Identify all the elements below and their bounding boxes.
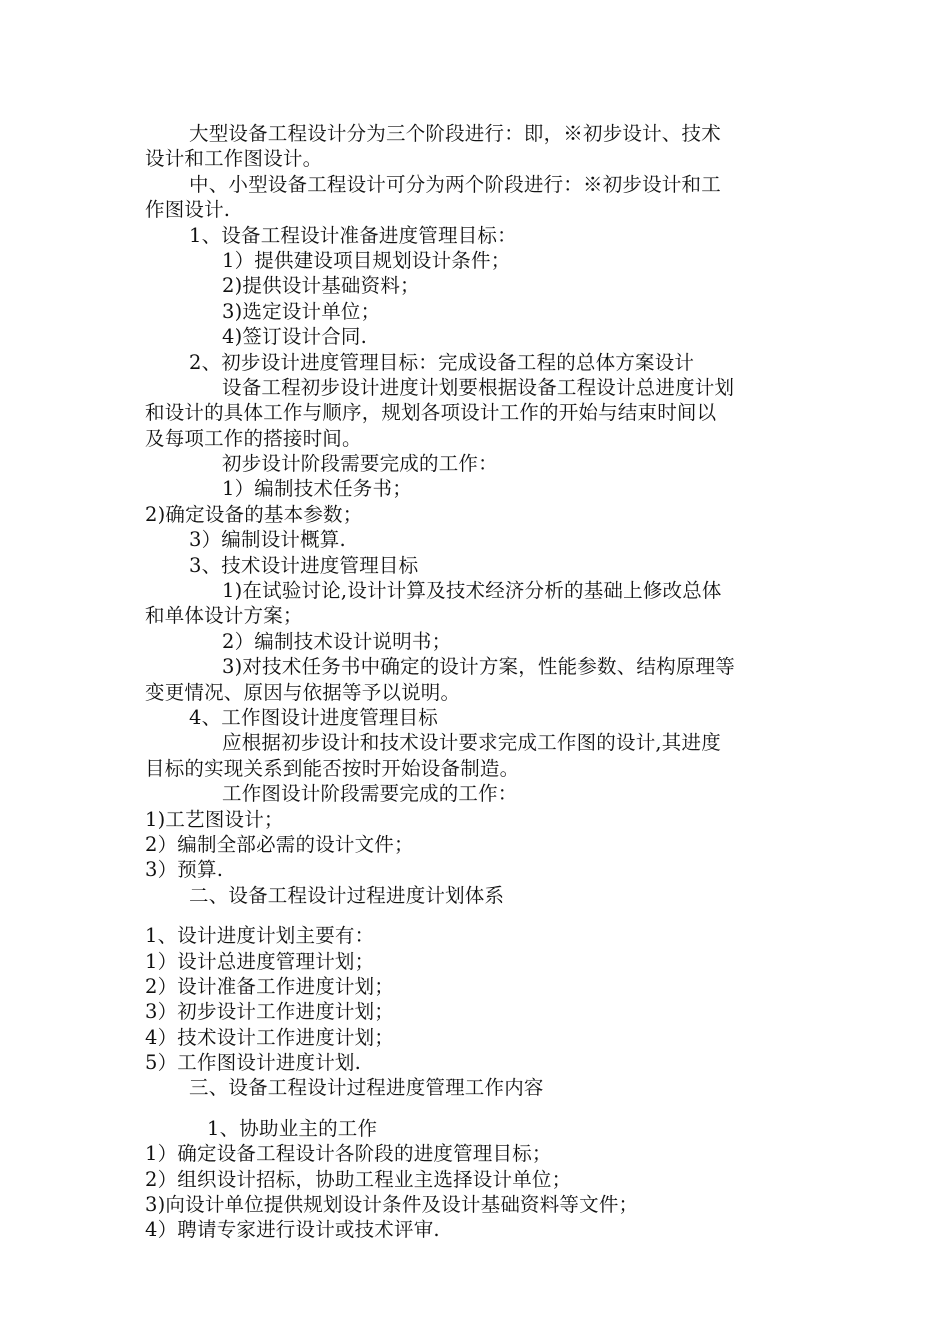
list-item: 2）组织设计招标，协助工程业主选择设计单位； [145,1167,572,1191]
document-body [145,121,810,1243]
list-item: 2)确定设备的基本参数； [145,502,363,526]
paragraph-line: 作图设计. [145,198,231,222]
list-item: 2）编制技术设计说明书； [222,629,452,653]
section-heading: 二、设备工程设计过程进度计划体系 [189,883,505,907]
list-item: 4）技术设计工作进度计划； [145,1025,395,1049]
list-item: 4)签订设计合同. [222,325,368,349]
section-heading: 三、设备工程设计过程进度管理工作内容 [189,1076,544,1100]
list-item: 2）设计准备工作进度计划； [145,974,395,998]
list-item: 1）设计总进度管理计划； [145,949,375,973]
list-item: 3)向设计单位提供规划设计条件及设计基础资料等文件； [145,1193,639,1217]
list-item: 1)在试验讨论,设计计算及技术经济分析的基础上修改总体 [222,579,722,603]
section-heading: 4、工作图设计进度管理目标 [189,705,439,729]
section-heading: 1、协助业主的工作 [207,1116,378,1140]
paragraph-line: 中、小型设备工程设计可分为两个阶段进行：※初步设计和工 [189,172,721,196]
list-item: 3）预算. [145,858,224,882]
paragraph-line: 大型设备工程设计分为三个阶段进行：即，※初步设计、技术 [189,122,721,145]
paragraph-line: 应根据初步设计和技术设计要求完成工作图的设计,其进度 [222,731,721,755]
section-heading: 2、初步设计进度管理目标：完成设备工程的总体方案设计 [189,350,695,374]
section-heading: 1、设计进度计划主要有： [145,924,375,948]
section-heading: 1、设备工程设计准备进度管理目标： [189,223,517,247]
paragraph-line: 工作图设计阶段需要完成的工作： [222,782,518,806]
list-item: 2）编制全部必需的设计文件； [145,832,414,856]
paragraph-line: 及每项工作的搭接时间。 [145,426,362,450]
list-item: 2)提供设计基础资料； [222,274,420,298]
paragraph-line: 目标的实现关系到能否按时开始设备制造。 [145,756,520,780]
section-heading: 3、技术设计进度管理目标 [189,553,419,577]
list-item: 5）工作图设计进度计划. [145,1051,362,1075]
list-item: 1)工艺图设计； [145,807,284,831]
paragraph-line: 变更情况、原因与依据等予以说明。 [145,680,461,704]
paragraph-line: 设备工程初步设计进度计划要根据设备工程设计总进度计划 [222,375,735,399]
list-item: 4）聘请专家进行设计或技术评审. [145,1218,440,1242]
list-item: 3)对技术任务书中确定的设计方案，性能参数、结构原理等 [222,655,735,679]
paragraph-line: 和设计的具体工作与顺序，规划各项设计工作的开始与结束时间以 [145,401,717,425]
list-item: 1）确定设备工程设计各阶段的进度管理目标； [145,1142,552,1166]
paragraph-line: 设计和工作图设计。 [145,147,323,171]
list-item: 3)选定设计单位； [222,299,381,323]
list-item: 3）编制设计概算. [189,528,346,552]
list-item: 1）编制技术任务书； [222,477,412,501]
list-item: 3）初步设计工作进度计划； [145,1000,395,1024]
paragraph-line: 初步设计阶段需要完成的工作： [222,452,498,476]
list-item: 1）提供建设项目规划设计条件； [222,248,511,272]
paragraph-line: 和单体设计方案； [145,604,303,628]
